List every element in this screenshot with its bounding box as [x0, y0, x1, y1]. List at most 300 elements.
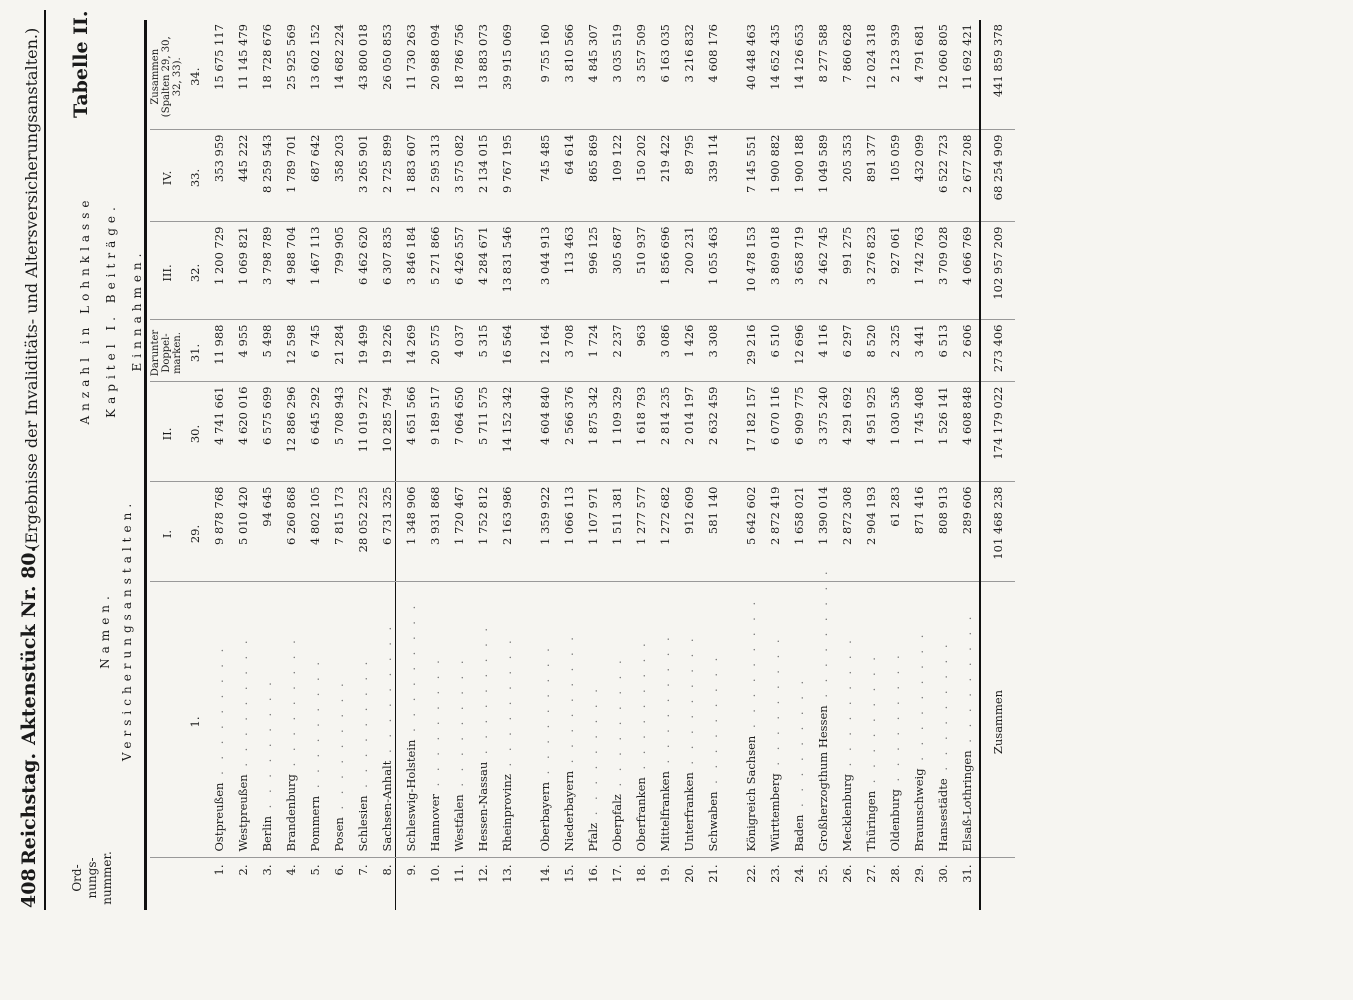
- row-name: Rheinprovinz: [500, 774, 514, 852]
- col-head-I: I.: [150, 482, 183, 582]
- value-c33: 6 522 723: [931, 130, 955, 222]
- value-c31: 19 226: [375, 320, 399, 382]
- value-c31: 3 708: [557, 320, 581, 382]
- value-c30: 2 632 459: [701, 382, 725, 482]
- spacer-cell: [519, 222, 533, 320]
- value-c34: 20 988 094: [423, 20, 447, 130]
- spacer-cell: [725, 482, 739, 582]
- value-c30: 1 526 141: [931, 382, 955, 482]
- row-number: 28.: [888, 864, 902, 883]
- value-c29: 1 720 467: [447, 482, 471, 582]
- row-name: Schlesien: [356, 795, 370, 852]
- spacer-cell: [519, 20, 533, 130]
- row-name: Pommern: [308, 795, 322, 852]
- table-row: [207, 20, 231, 910]
- value-c34: 3 216 832: [677, 20, 701, 130]
- row-number: 16.: [586, 864, 600, 883]
- value-c32: 1 200 729: [207, 222, 231, 320]
- leader-dots: . . . . . . . . .: [586, 685, 600, 823]
- row-name-cell: [701, 582, 725, 858]
- row-name-cell: [351, 582, 375, 858]
- value-c30: 4 620 016: [231, 382, 255, 482]
- value-c30: 2 814 235: [653, 382, 677, 482]
- row-name-cell: [255, 582, 279, 858]
- leader-dots: . . . . . . . . .: [500, 636, 514, 775]
- col-num-31: 31.: [183, 320, 207, 382]
- leader-dots: . . . . . . . . .: [768, 635, 782, 774]
- leader-dots: . . . . . . . . .: [682, 634, 696, 773]
- value-c33: 2 725 899: [375, 130, 399, 222]
- value-c30: 1 109 329: [605, 382, 629, 482]
- row-name-cell: [629, 582, 653, 858]
- table-row: [557, 20, 581, 910]
- value-c32: 510 937: [629, 222, 653, 320]
- value-c31: 12 164: [533, 320, 557, 382]
- value-c34: 9 755 160: [533, 20, 557, 130]
- row-number: 2.: [236, 864, 250, 876]
- value-c33: 745 485: [533, 130, 557, 222]
- value-c30: 1 745 408: [907, 382, 931, 482]
- leader-dots: . . . . . . . . .: [610, 656, 624, 795]
- col-num-1: 1.: [183, 582, 207, 858]
- value-c32: 996 125: [581, 222, 605, 320]
- spacer-cell: [519, 582, 533, 858]
- value-c29: 61 283: [883, 482, 907, 582]
- table-row: [423, 20, 447, 910]
- table-row: [739, 20, 763, 910]
- value-c32: 6 426 557: [447, 222, 471, 320]
- value-c31: 2 606: [955, 320, 980, 382]
- value-c31: 8 520: [859, 320, 883, 382]
- row-name-cell: [955, 582, 980, 858]
- row-name-cell: [447, 582, 471, 858]
- value-c32: 2 462 745: [811, 222, 835, 320]
- leader-dots: . . . . . . . . .: [888, 651, 902, 790]
- value-c31: 3 441: [907, 320, 931, 382]
- row-number: 23.: [768, 864, 782, 883]
- row-number: 22.: [744, 864, 758, 883]
- value-c29: 289 606: [955, 482, 980, 582]
- value-c34: 25 925 569: [279, 20, 303, 130]
- value-c29: 1 359 922: [533, 482, 557, 582]
- table-row: [653, 20, 677, 910]
- table-row: [231, 20, 255, 910]
- value-c34: 6 163 035: [653, 20, 677, 130]
- row-number: 21.: [706, 864, 720, 883]
- table-row: [907, 20, 931, 910]
- value-c30: 17 182 157: [739, 382, 763, 482]
- value-c30: 6 909 775: [787, 382, 811, 482]
- total-c33: 68 254 909: [980, 130, 1015, 222]
- table-row: [279, 20, 303, 910]
- value-c29: 94 645: [255, 482, 279, 582]
- row-name: Großherzogthum Hessen: [816, 705, 830, 852]
- value-c30: 4 604 840: [533, 382, 557, 482]
- leader-dots: . . . . . . . . .: [792, 676, 806, 815]
- value-c31: 11 988: [207, 320, 231, 382]
- spacer-cell: [725, 20, 739, 130]
- row-name: Thüringen: [864, 790, 878, 852]
- table-row: [931, 20, 955, 910]
- value-c31: 1 426: [677, 320, 701, 382]
- value-c29: 1 066 113: [557, 482, 581, 582]
- row-name-cell: [279, 582, 303, 858]
- value-c29: 1 272 682: [653, 482, 677, 582]
- table-row: [701, 20, 725, 910]
- value-c29: 581 140: [701, 482, 725, 582]
- value-c29: 2 872 419: [763, 482, 787, 582]
- value-c30: 5 711 575: [471, 382, 495, 482]
- value-c30: 4 951 925: [859, 382, 883, 482]
- col-head-ord: [150, 858, 183, 910]
- row-name-cell: [207, 582, 231, 858]
- row-name-cell: [557, 582, 581, 858]
- value-c30: 6 575 699: [255, 382, 279, 482]
- value-c34: 11 692 421: [955, 20, 980, 130]
- value-c32: 3 044 913: [533, 222, 557, 320]
- table-row: [375, 20, 399, 910]
- row-number: 29.: [912, 864, 926, 883]
- row-name: Württemberg: [768, 773, 782, 852]
- row-name: Oberfranken: [634, 777, 648, 852]
- row-name-cell: [653, 582, 677, 858]
- row-name: Mecklenburg: [840, 773, 854, 852]
- row-name: Pfalz: [586, 822, 600, 852]
- row-number: 18.: [634, 864, 648, 883]
- value-c30: 4 608 848: [955, 382, 980, 482]
- value-c29: 1 511 381: [605, 482, 629, 582]
- row-name: Brandenburg: [284, 774, 298, 852]
- value-c33: 9 767 195: [495, 130, 519, 222]
- value-c32: 991 275: [835, 222, 859, 320]
- value-c32: 799 905: [327, 222, 351, 320]
- row-name-cell: [859, 582, 883, 858]
- spacer-cell: [725, 130, 739, 222]
- value-c32: 927 061: [883, 222, 907, 320]
- header-namen: Namen.: [98, 591, 112, 669]
- total-c34: 441 859 378: [980, 20, 1015, 130]
- row-name-cell: [811, 567, 835, 858]
- value-c34: 15 675 117: [207, 20, 231, 130]
- row-name: Oberbayern: [538, 781, 552, 852]
- row-name: Baden: [792, 814, 806, 852]
- value-c34: 18 728 676: [255, 20, 279, 130]
- spacer-cell: [519, 320, 533, 382]
- value-c34: 12 060 805: [931, 20, 955, 130]
- row-number: 1.: [212, 864, 226, 876]
- value-c33: 105 059: [883, 130, 907, 222]
- value-c29: 4 802 105: [303, 482, 327, 582]
- value-c32: 3 798 789: [255, 222, 279, 320]
- row-name-cell: [471, 582, 495, 858]
- total-label: Zusammen: [980, 582, 1015, 858]
- value-c31: 4 116: [811, 320, 835, 382]
- value-c34: 14 652 435: [763, 20, 787, 130]
- value-c32: 1 467 113: [303, 222, 327, 320]
- header-anzahl-wrap: [78, 20, 93, 600]
- spacer-cell: [519, 858, 533, 910]
- row-name-cell: [763, 582, 787, 858]
- value-c33: 432 099: [907, 130, 931, 222]
- row-number: 27.: [864, 864, 878, 883]
- value-c30: 4 741 661: [207, 382, 231, 482]
- aktenstueck-label: Aktenstück Nr. 80.: [18, 545, 40, 745]
- table-row: [811, 20, 835, 910]
- row-number: 14.: [538, 864, 552, 883]
- row-name: Hannover: [428, 794, 442, 852]
- value-c32: 6 307 835: [375, 222, 399, 320]
- table-row: [327, 20, 351, 910]
- row-name-cell: [375, 582, 399, 858]
- row-number: 6.: [332, 864, 346, 876]
- value-c29: 1 390 014: [811, 482, 835, 582]
- value-c32: 1 856 696: [653, 222, 677, 320]
- value-c31: 3 086: [653, 320, 677, 382]
- row-name: Schleswig-Holstein: [404, 739, 418, 852]
- row-number: 10.: [428, 864, 442, 883]
- row-name: Westfalen: [452, 794, 466, 852]
- value-c32: 305 687: [605, 222, 629, 320]
- row-number: 31.: [960, 864, 974, 883]
- value-c34: 39 915 069: [495, 20, 519, 130]
- leader-dots: . . . . . . . . .: [356, 657, 370, 796]
- value-c31: 4 037: [447, 320, 471, 382]
- row-name: Oberpfalz: [610, 794, 624, 852]
- header-ord-nr: Ord- nungs- nummer.: [70, 851, 114, 905]
- value-c31: 2 237: [605, 320, 629, 382]
- value-c31: 2 325: [883, 320, 907, 382]
- table-row: [677, 20, 701, 910]
- value-c34: 40 448 463: [739, 20, 763, 130]
- row-name-cell: [399, 582, 423, 858]
- total-c32: 102 957 209: [980, 222, 1015, 320]
- leader-dots: . . . . . . . . .: [538, 644, 552, 782]
- value-c32: 1 742 763: [907, 222, 931, 320]
- value-c30: 14 152 342: [495, 382, 519, 482]
- value-c32: 10 478 153: [739, 222, 763, 320]
- table-row: [605, 20, 629, 910]
- leader-dots: . . . . . . . . .: [428, 656, 442, 795]
- leader-dots: . . . . . . . . .: [840, 636, 854, 774]
- value-c30: 2 566 376: [557, 382, 581, 482]
- table-row: [447, 20, 471, 910]
- row-number: 9.: [404, 864, 418, 876]
- value-c30: 1 875 342: [581, 382, 605, 482]
- row-name: Schwaben: [706, 791, 720, 852]
- table-label: Tabelle II.: [70, 10, 92, 118]
- value-c29: 5 010 420: [231, 482, 255, 582]
- spacer-cell: [519, 130, 533, 222]
- value-c33: 1 883 607: [399, 130, 423, 222]
- col-head-name: [150, 582, 183, 858]
- value-c29: 1 658 021: [787, 482, 811, 582]
- spacer-cell: [725, 382, 739, 482]
- total-c30: 174 179 022: [980, 382, 1015, 482]
- total-empty: [980, 858, 1015, 910]
- row-number: 13.: [500, 864, 514, 883]
- value-c34: 3 557 509: [629, 20, 653, 130]
- row-number: 7.: [356, 864, 370, 876]
- row-name-cell: [327, 582, 351, 858]
- value-c29: 7 815 173: [327, 482, 351, 582]
- value-c33: 891 377: [859, 130, 883, 222]
- group-spacer: [725, 20, 739, 910]
- value-c29: 1 348 906: [399, 482, 423, 582]
- header-einnahmen: Einnahmen.: [130, 248, 144, 372]
- table-row: [787, 20, 811, 910]
- value-c34: 26 050 853: [375, 20, 399, 130]
- value-c34: 8 277 588: [811, 20, 835, 130]
- row-name: Ostpreußen: [212, 782, 226, 852]
- row-number: 20.: [682, 864, 696, 883]
- total-row: [980, 20, 1015, 910]
- value-c34: 14 126 653: [787, 20, 811, 130]
- value-c30: 1 618 793: [629, 382, 653, 482]
- spacer-cell: [519, 382, 533, 482]
- value-c31: 20 575: [423, 320, 447, 382]
- col-head-darunter: Darunter Doppel- marken.: [150, 320, 183, 382]
- value-c31: 5 315: [471, 320, 495, 382]
- row-number: 11.: [452, 864, 466, 883]
- value-c34: 18 786 756: [447, 20, 471, 130]
- contributions-table: [150, 20, 1015, 910]
- value-c29: 5 642 602: [739, 482, 763, 582]
- value-c33: 8 259 543: [255, 130, 279, 222]
- row-name-cell: [533, 582, 557, 858]
- table-row: [581, 20, 605, 910]
- value-c29: 28 052 225: [351, 482, 375, 582]
- value-c30: 6 645 292: [303, 382, 327, 482]
- row-number: 26.: [840, 864, 854, 883]
- row-name-cell: [423, 582, 447, 858]
- table-row: [629, 20, 653, 910]
- table-row: [255, 20, 279, 910]
- value-c34: 4 845 307: [581, 20, 605, 130]
- value-c32: 3 709 028: [931, 222, 955, 320]
- header-kapitel: Kapitel I. Beiträge.: [104, 202, 118, 418]
- row-name: Oldenburg: [888, 789, 902, 852]
- row-number: 5.: [308, 864, 322, 876]
- row-number: 24.: [792, 864, 806, 883]
- value-c29: 6 260 868: [279, 482, 303, 582]
- value-c30: 6 070 116: [763, 382, 787, 482]
- row-name: Mittelfranken: [658, 771, 672, 852]
- spacer-cell: [519, 482, 533, 582]
- leader-dots: . . . . . . . . .: [404, 601, 418, 740]
- value-c30: 2 014 197: [677, 382, 701, 482]
- value-c30: 1 030 536: [883, 382, 907, 482]
- row-name-cell: [835, 582, 859, 858]
- value-c30: 9 189 517: [423, 382, 447, 482]
- page-subtitle: (Ergebnisse der Invaliditäts- und Altersversicherungsanstalten.): [22, 27, 41, 550]
- row-number: 12.: [476, 864, 490, 883]
- value-c33: 2 677 208: [955, 130, 980, 222]
- value-c29: 1 752 812: [471, 482, 495, 582]
- row-name-cell: [231, 582, 255, 858]
- value-c32: 4 066 769: [955, 222, 980, 320]
- reichstag-label: Reichstag.: [18, 752, 40, 865]
- row-name-cell: [605, 582, 629, 858]
- value-c30: 4 291 692: [835, 382, 859, 482]
- value-c33: 3 265 901: [351, 130, 375, 222]
- leader-dots: . . . . . . . . .: [308, 657, 322, 796]
- col-head-zusammen: Zusammen (Spalten 29, 30, 32, 33).: [150, 20, 183, 130]
- table-row: [955, 20, 980, 910]
- value-c33: 2 595 313: [423, 130, 447, 222]
- leader-dots: . . . . . . . . .: [658, 633, 672, 772]
- value-c33: 64 614: [557, 130, 581, 222]
- value-c31: 6 510: [763, 320, 787, 382]
- table-body: [207, 20, 1015, 910]
- value-c30: 4 651 566: [399, 382, 423, 482]
- value-c32: 3 658 719: [787, 222, 811, 320]
- value-c31: 4 955: [231, 320, 255, 382]
- value-c31: 12 696: [787, 320, 811, 382]
- row-name: Niederbayern: [562, 770, 576, 852]
- value-c31: 963: [629, 320, 653, 382]
- row-name-cell: [495, 582, 519, 858]
- row-number: 19.: [658, 864, 672, 883]
- value-c31: 1 724: [581, 320, 605, 382]
- leader-dots: . . . . . . . . .: [816, 567, 830, 706]
- table-row: [883, 20, 907, 910]
- col-head-II: II.: [150, 382, 183, 482]
- row-name: Braunschweig: [912, 768, 926, 852]
- value-c32: 13 831 546: [495, 222, 519, 320]
- value-c31: 19 499: [351, 320, 375, 382]
- value-c32: 200 231: [677, 222, 701, 320]
- value-c31: 12 598: [279, 320, 303, 382]
- row-name: Berlin: [260, 815, 274, 852]
- value-c30: 10 285 794: [375, 382, 399, 482]
- value-c32: 1 069 821: [231, 222, 255, 320]
- value-c33: 358 203: [327, 130, 351, 222]
- value-c33: 1 049 589: [811, 130, 835, 222]
- value-c29: 6 731 325: [375, 482, 399, 582]
- value-c34: 14 682 224: [327, 20, 351, 130]
- value-c34: 43 800 018: [351, 20, 375, 130]
- leader-dots: . . . . . . . . .: [476, 623, 490, 762]
- leader-dots: . . . . . . . . .: [706, 653, 720, 792]
- spacer-cell: [725, 858, 739, 910]
- header-anzahl: Anzahl in Lohnklasse: [78, 195, 92, 425]
- value-c32: 4 988 704: [279, 222, 303, 320]
- value-c31: 5 498: [255, 320, 279, 382]
- table-row: [533, 20, 557, 910]
- value-c33: 1 900 882: [763, 130, 787, 222]
- leader-dots: . . . . . . . . .: [236, 636, 250, 775]
- total-c29: 101 468 238: [980, 482, 1015, 582]
- value-c32: 1 055 463: [701, 222, 725, 320]
- header-kapitel-wrap: [104, 20, 119, 600]
- value-c29: 808 913: [931, 482, 955, 582]
- value-c33: 150 202: [629, 130, 653, 222]
- leader-dots: . . . . . . . . .: [912, 630, 926, 769]
- leader-dots: . . . . . . . . .: [562, 633, 576, 771]
- value-c30: 7 064 650: [447, 382, 471, 482]
- value-c34: 2 123 939: [883, 20, 907, 130]
- value-c29: 2 163 986: [495, 482, 519, 582]
- value-c32: 3 276 823: [859, 222, 883, 320]
- row-name: Unterfranken: [682, 772, 696, 852]
- value-c32: 4 284 671: [471, 222, 495, 320]
- value-c29: 2 872 308: [835, 482, 859, 582]
- value-c30: 3 375 240: [811, 382, 835, 482]
- row-name-cell: [931, 582, 955, 858]
- row-name: Posen: [332, 817, 346, 852]
- table-row: [351, 20, 375, 910]
- spacer-cell: [725, 320, 739, 382]
